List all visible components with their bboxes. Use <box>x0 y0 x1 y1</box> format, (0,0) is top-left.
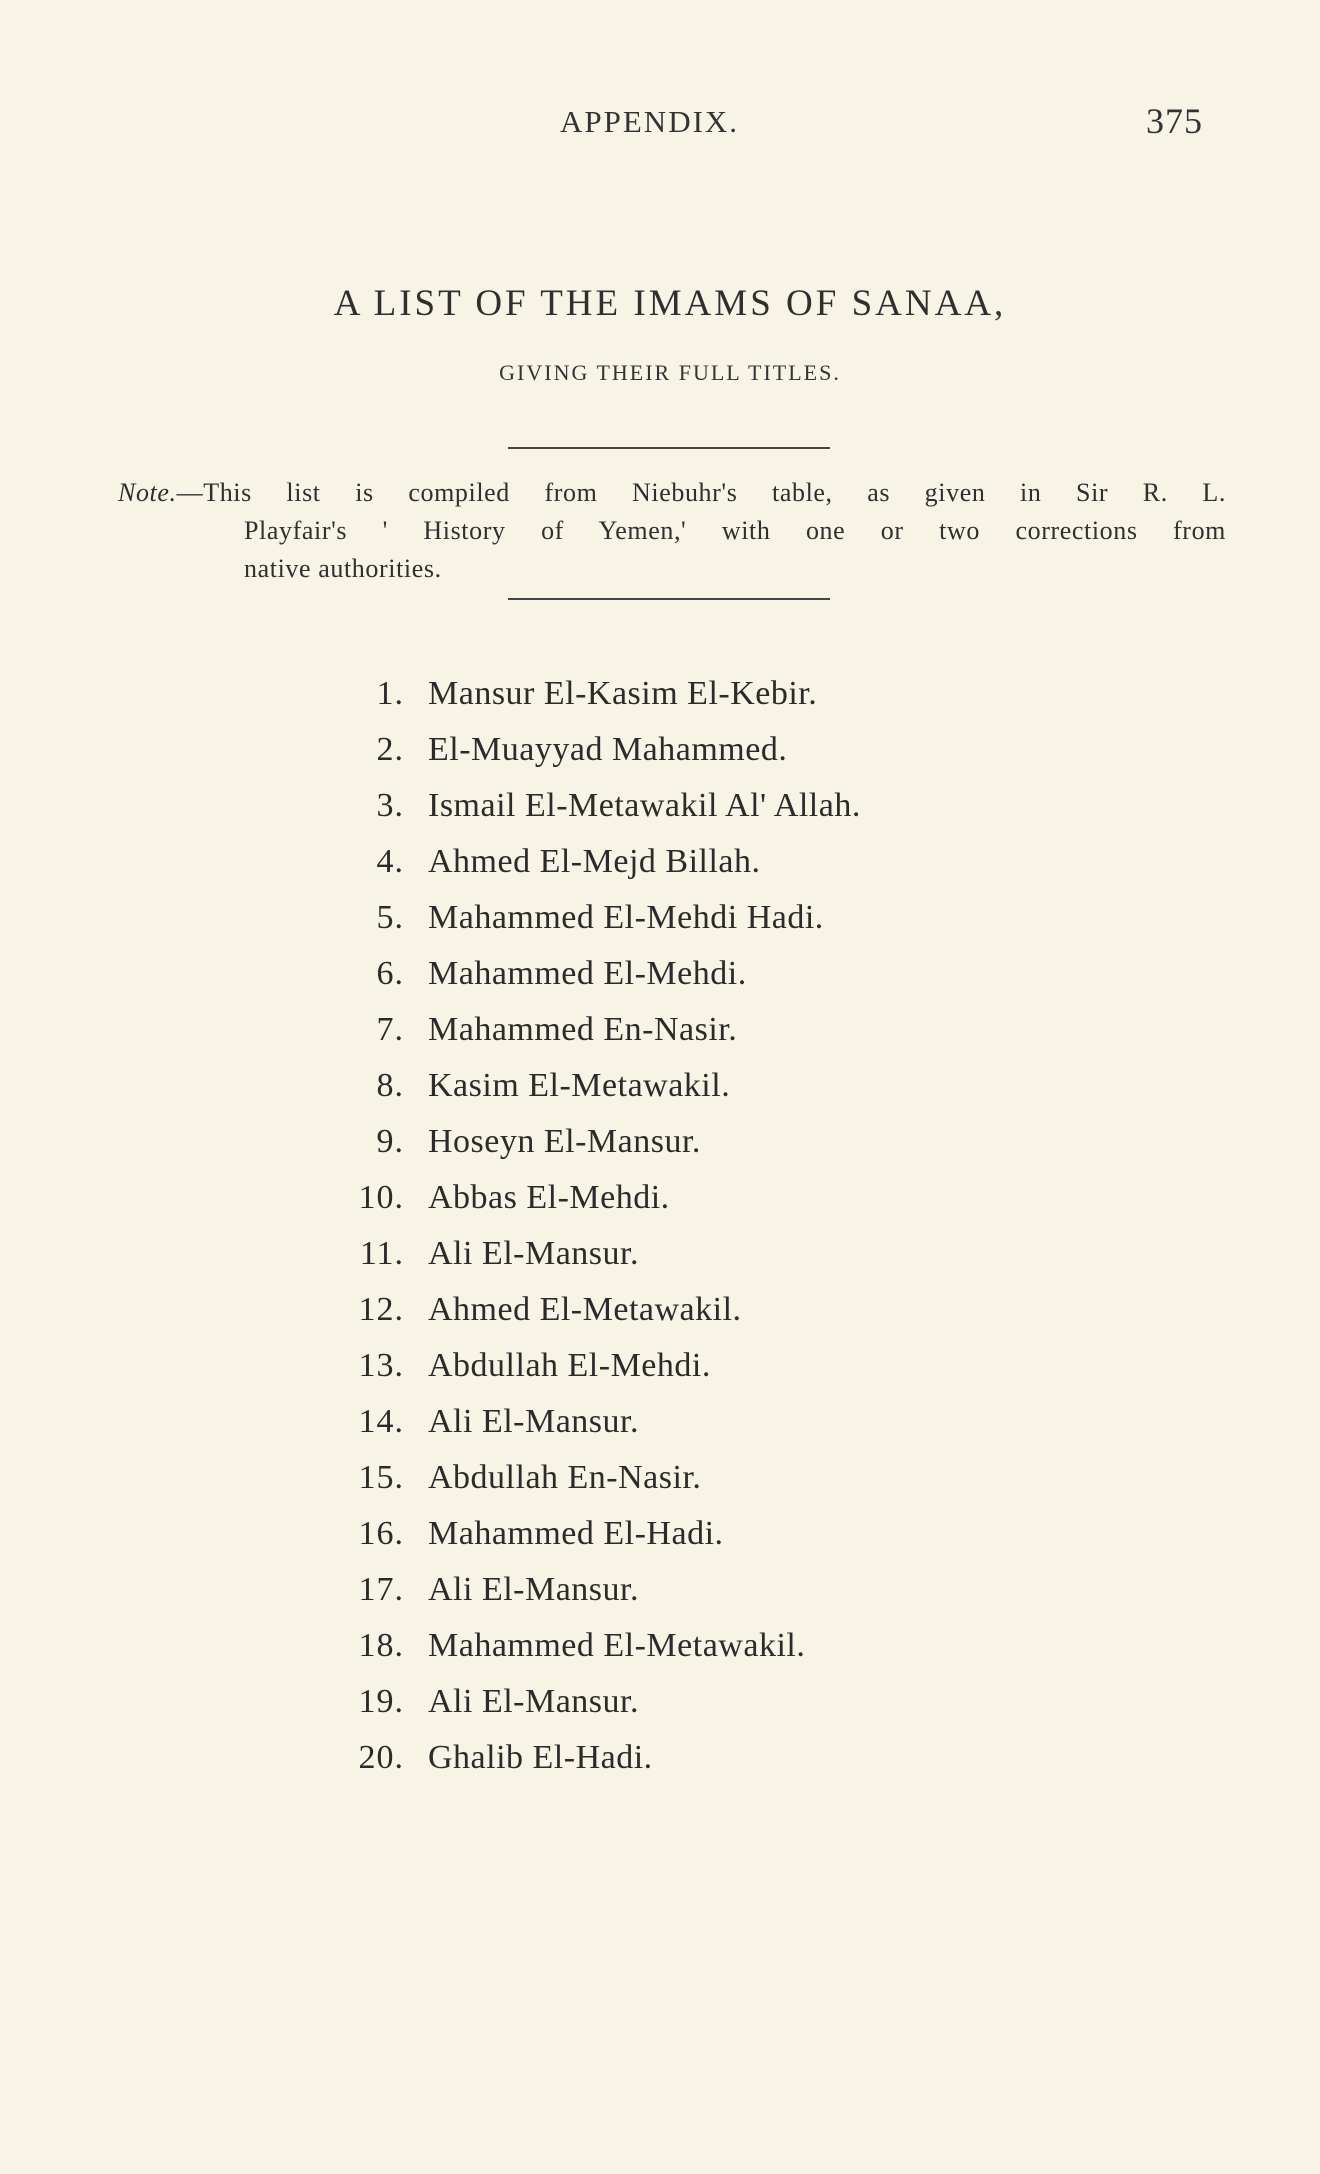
imam-number: 9. <box>376 1123 404 1160</box>
list-subtitle: GIVING THEIR FULL TITLES. <box>499 360 841 385</box>
divider-rule-top <box>508 447 830 449</box>
list-item <box>330 1114 861 1170</box>
list-item <box>330 890 861 946</box>
list-item <box>330 1394 861 1450</box>
imam-name: Abdullah El-Mehdi. <box>428 1347 711 1384</box>
imam-number: 6. <box>376 955 404 992</box>
imam-name: Abbas El-Mehdi. <box>428 1179 670 1216</box>
imam-number: 13. <box>358 1347 404 1384</box>
divider-rule-bottom <box>508 598 830 600</box>
list-item <box>330 1058 861 1114</box>
note-label: Note. <box>118 478 177 507</box>
list-item <box>330 666 861 722</box>
imam-number: 14. <box>358 1403 404 1440</box>
imam-list <box>330 666 861 1786</box>
list-item <box>330 1338 861 1394</box>
imam-name: Ali El-Mansur. <box>428 1571 639 1608</box>
imam-number: 15. <box>358 1459 404 1496</box>
imam-name: Kasim El-Metawakil. <box>428 1067 731 1104</box>
running-head <box>0 101 1320 144</box>
imam-name: Abdullah En-Nasir. <box>428 1459 702 1496</box>
list-item <box>330 722 861 778</box>
list-item <box>330 1282 861 1338</box>
imam-number: 8. <box>376 1067 404 1104</box>
note-line-3: native authorities. <box>244 554 442 583</box>
running-title: APPENDIX. <box>560 104 740 139</box>
note-line-2: Playfair's ' History of Yemen,' with one or two corrections from <box>244 516 1226 545</box>
imam-number: 19. <box>358 1683 404 1720</box>
list-item <box>330 1002 861 1058</box>
imam-number: 10. <box>358 1179 404 1216</box>
list-item <box>330 1170 861 1226</box>
imam-name: Mahammed El-Mehdi. <box>428 955 747 992</box>
imam-name: Mahammed El-Hadi. <box>428 1515 724 1552</box>
imam-number: 2. <box>376 731 404 768</box>
imam-number: 20. <box>358 1739 404 1776</box>
imam-number: 12. <box>358 1291 404 1328</box>
list-item <box>330 946 861 1002</box>
imam-name: Mahammed El-Metawakil. <box>428 1627 806 1664</box>
note-text-1: —This list is compiled from Niebuhr's table, as given in Sir R. L. <box>176 478 1226 507</box>
imam-name: Mansur El-Kasim El-Kebir. <box>428 675 818 712</box>
list-item <box>330 1674 861 1730</box>
page-number: 375 <box>1146 101 1203 141</box>
list-item <box>330 1450 861 1506</box>
list-item <box>330 834 861 890</box>
imam-name: Ghalib El-Hadi. <box>428 1739 653 1776</box>
imam-name: Ali El-Mansur. <box>428 1235 639 1272</box>
list-item <box>330 1562 861 1618</box>
imam-name: Mahammed En-Nasir. <box>428 1011 738 1048</box>
list-item <box>330 1226 861 1282</box>
imam-number: 18. <box>358 1627 404 1664</box>
note-line-1 <box>118 474 1226 512</box>
imam-number: 4. <box>376 843 404 880</box>
list-item <box>330 1618 861 1674</box>
list-item <box>330 1506 861 1562</box>
imam-number: 17. <box>358 1571 404 1608</box>
imam-number: 3. <box>376 787 404 824</box>
imam-number: 5. <box>376 899 404 936</box>
imam-name: Ahmed El-Mejd Billah. <box>428 843 761 880</box>
imam-number: 16. <box>358 1515 404 1552</box>
imam-name: Hoseyn El-Mansur. <box>428 1123 701 1160</box>
imam-name: Ali El-Mansur. <box>428 1683 639 1720</box>
imam-name: Mahammed El-Mehdi Hadi. <box>428 899 824 936</box>
list-item <box>330 778 861 834</box>
imam-name: El-Muayyad Mahammed. <box>428 731 788 768</box>
imam-name: Ismail El-Metawakil Al' Allah. <box>428 787 861 824</box>
imam-number: 1. <box>376 675 404 712</box>
note-paragraph <box>118 474 1226 588</box>
list-title: A LIST OF THE IMAMS OF SANAA, <box>333 283 1007 324</box>
imam-name: Ali El-Mansur. <box>428 1403 639 1440</box>
imam-name: Ahmed El-Metawakil. <box>428 1291 742 1328</box>
imam-number: 7. <box>376 1011 404 1048</box>
list-item <box>330 1730 861 1786</box>
imam-number: 11. <box>359 1235 404 1272</box>
